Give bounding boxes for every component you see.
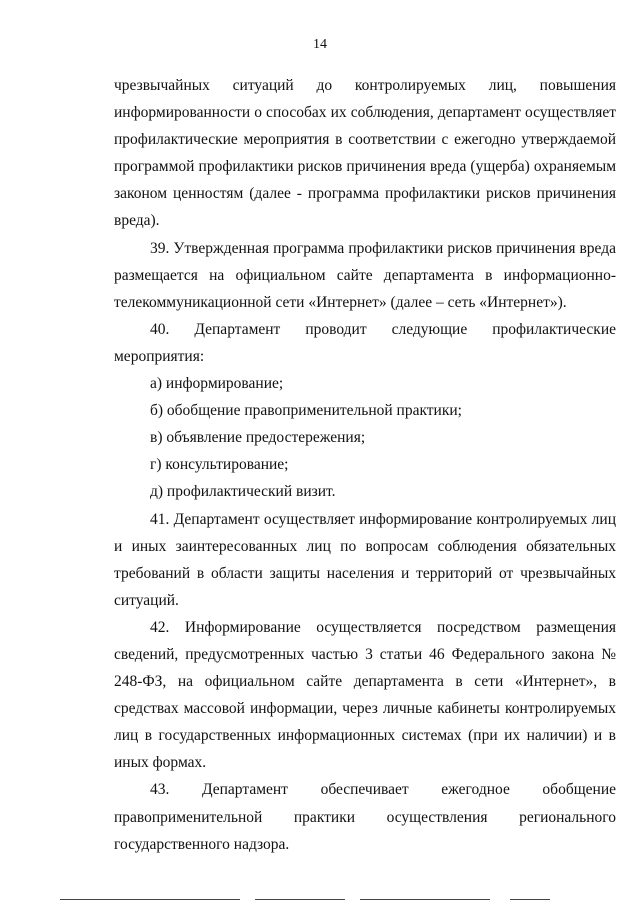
list-item-b: б) обобщение правоприменительной практики;	[150, 402, 462, 420]
list-item-a: а) информирование;	[150, 375, 284, 393]
page-number: 14	[313, 37, 327, 52]
bottom-divider	[510, 899, 550, 900]
bottom-divider	[360, 899, 490, 900]
document-body	[114, 72, 616, 858]
paragraph-continuation: чрезвычайных ситуаций до контролируемых лиц, повышения информированности о способах их соблюдения, департамент осуществляет профилактические мероприятия в соответствии с ежегодно утверждаемой программой профилактики рисков причинения вреда (ущерба) охраняемым законом ценностям (далее - программа профилактики рисков причинения вреда).	[114, 77, 616, 230]
paragraph-40: 40. Департамент проводит следующие профилактические мероприятия:	[114, 320, 616, 365]
list-item-d: д) профилактический визит.	[150, 483, 336, 501]
paragraph-43: 43. Департамент обеспечивает ежегодное обобщение правоприменительной практики осуществления регионального государственного надзора.	[114, 781, 616, 853]
bottom-divider	[255, 899, 345, 900]
paragraph-39: 39. Утвержденная программа профилактики рисков причинения вреда размещается на официальном сайте департамента в информационно-телекоммуникационной сети «Интернет» (далее – сеть «Интернет»).	[114, 239, 616, 311]
paragraph-42: 42. Информирование осуществляется посредством размещения сведений, предусмотренных частью 3 статьи 46 Федерального закона № 248-ФЗ, на официальном сайте департамента в сети «Интернет», в средствах массовой информации, через личные кабинеты контролируемых лиц в государственных информационных системах (при их наличии) и в иных формах.	[114, 618, 616, 772]
list-item-v: в) объявление предостережения;	[150, 429, 366, 447]
paragraph-41: 41. Департамент осуществляет информирование контролируемых лиц и иных заинтересованных лиц по вопросам соблюдения обязательных требований в области защиты населения и территорий от чрезвычайных ситуаций.	[114, 510, 616, 609]
bottom-divider	[60, 899, 240, 900]
list-item-g: г) консультирование;	[150, 456, 289, 474]
